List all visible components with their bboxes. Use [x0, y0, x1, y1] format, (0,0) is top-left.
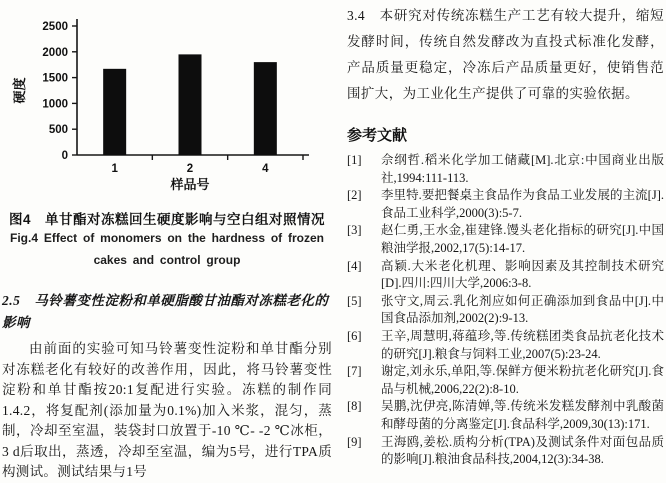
y-tick-label: 2000 — [42, 46, 68, 59]
figure-caption-cn: 图4 单甘酯对冻糕回生硬度影响与空白组对照情况 — [8, 212, 325, 227]
reference-text: 佘纲哲.稻米化学加工储藏[M].北京:中国商业出版社,1994:111-113. — [381, 153, 664, 185]
bar-chart-canvas — [2, 3, 332, 195]
reference-text: 谢定,刘永乐,单阳,等.保鲜方便米粉抗老化研究[J].食品与机械,2006,22(2):8-10. — [381, 364, 664, 396]
reference-text: 王辛,周慧明,蒋蕴珍,等.传统糕团类食品抗老化技术的研究[J].粮食与饲料工业,2007(5):23-24. — [381, 328, 664, 361]
reference-item — [347, 328, 664, 363]
y-axis-title: 硬度 — [12, 77, 27, 104]
reference-text: 吴鹏,沈伊亮,陈清婵,等.传统米发糕发酵剂中乳酸菌和酵母菌的分离鉴定[J].食品科学,2009,30(13):171. — [381, 399, 664, 431]
reference-number: [3] — [347, 223, 362, 238]
y-tick-label: 0 — [61, 150, 68, 162]
reference-item — [347, 187, 664, 222]
figure-4 — [2, 3, 332, 271]
reference-text: 高颖.大米老化机理、影响因素及其控制技术研究[D].四川:四川大学,2006:3-8. — [381, 258, 664, 291]
references-heading: 参考文献 — [347, 127, 408, 144]
reference-item — [347, 258, 664, 293]
y-tick-label: 2500 — [42, 21, 68, 33]
reference-number: [7] — [347, 364, 362, 379]
section-2-5-heading: 2.5 马铃薯变性淀粉和单硬脂酸甘油酯对冻糕老化的影响 — [2, 293, 329, 331]
figure-caption-en-line1: Fig.4 Effect of monomers on the hardness of frozen — [9, 231, 325, 245]
right-column — [347, 3, 664, 469]
x-tick-label: 4 — [262, 163, 269, 175]
x-axis-title: 样品号 — [170, 177, 210, 192]
reference-text: 赵仁勇,王水金,崔建锋.馒头老化指标的研究[J].中国粮油学报,2002,17(5):14-17. — [381, 223, 664, 255]
reference-text: 王海鸥,姜松.质构分析(TPA)及测试条件对面包品质的影响[J].粮油食品科技,2004,12(3):34-38. — [381, 434, 664, 467]
x-tick-label: 2 — [186, 163, 194, 175]
reference-number: [5] — [347, 293, 362, 308]
y-tick-label: 500 — [48, 124, 68, 137]
reference-item — [347, 398, 664, 433]
reference-text: 张守文,周云.乳化剂应如何正确添加到食品中[J].中国食品添加剂,2002(2):9-13. — [381, 293, 664, 326]
reference-number: [4] — [347, 258, 362, 273]
x-tick-label: 1 — [111, 163, 118, 175]
conclusion-3-4-paragraph: 3.4 本研究对传统冻糕生产工艺有较大提升，缩短发酵时间，传统自然发酵改为直投式标准化发酵，产品质量更稳定，冷冻后产品质量更好，使销售范围扩大，为工业化生产提供了可靠的实验依据。 — [347, 8, 664, 101]
reference-text: 李里特.要把餐桌主食品作为食品工业发展的主流[J].食品工业科学,2000(3):5-7. — [381, 188, 664, 220]
reference-item — [347, 293, 664, 328]
reference-item — [347, 152, 664, 187]
bar-sample-1 — [103, 69, 126, 155]
y-tick-label: 1000 — [42, 98, 68, 111]
section-2-5-paragraph: 由前面的实验可知马铃薯变性淀粉和单甘酯分别对冻糕老化有较好的改善作用，因此，将马铃薯变性淀粉和单甘酯按20:1复配进行实验。冻糕的制作同1.4.2，将复配剂(添加量为0.1%)加入米浆，混匀，蒸制，冷却至室温，装袋封口放置于-10 ℃- -2 ℃冰柜，3 d后取出，蒸透，冷却至室温，编为5号，进行TPA质构测试。测试结果与1号 — [2, 341, 332, 480]
bar-sample-4 — [254, 62, 277, 155]
reference-item — [347, 363, 664, 398]
bar-sample-2 — [179, 54, 202, 155]
reference-number: [9] — [347, 434, 362, 449]
references-list — [347, 152, 664, 469]
figure-caption-en-line2: cakes and control group — [93, 252, 241, 267]
reference-number: [1] — [347, 153, 362, 167]
y-tick-label: 1500 — [42, 72, 68, 85]
figure-caption — [2, 208, 332, 271]
reference-number: [6] — [347, 328, 362, 343]
hardness-bar-chart — [2, 3, 332, 195]
left-column — [2, 3, 332, 480]
reference-number: [8] — [347, 399, 362, 414]
reference-item — [347, 434, 664, 469]
reference-number: [2] — [347, 188, 362, 203]
reference-item — [347, 222, 664, 257]
